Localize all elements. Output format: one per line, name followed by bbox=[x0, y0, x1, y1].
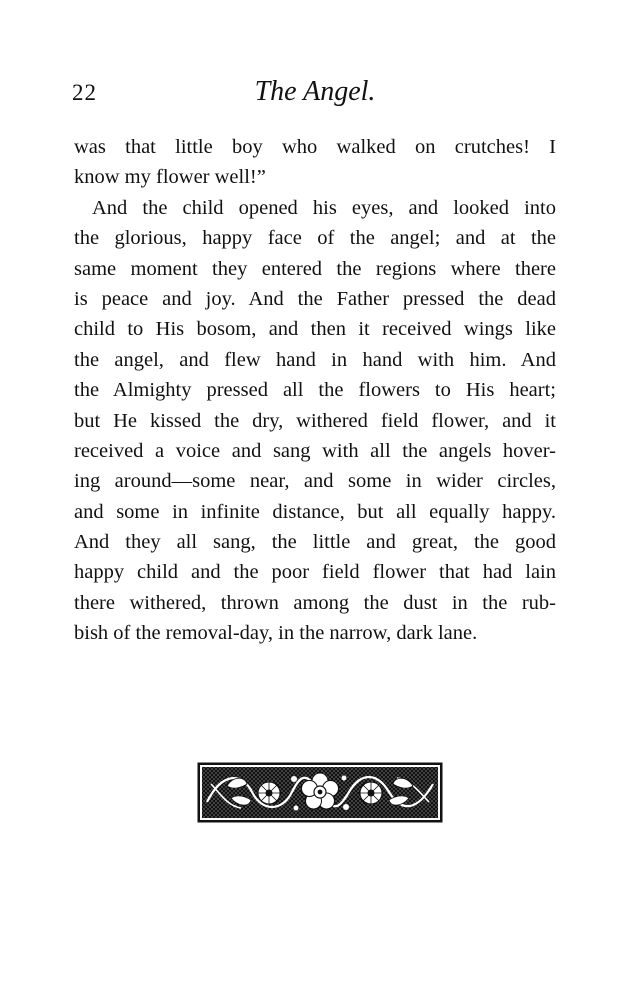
text-line: bish of the removal-day, in the narrow, dark lane. bbox=[74, 622, 478, 645]
text-line: And the child opened his eyes, and looked into bbox=[92, 196, 556, 219]
text-line: but He kissed the dry, withered field flower, and it bbox=[74, 409, 556, 432]
text-line: And they all sang, the little and great, the good bbox=[74, 531, 556, 554]
text-line: know my flower well!” bbox=[74, 166, 266, 189]
text-line: same moment they entered the regions where there bbox=[74, 257, 556, 280]
text-line: was that little boy who walked on crutches! I bbox=[74, 136, 556, 158]
text-line: there withered, thrown among the dust in the rub- bbox=[74, 591, 556, 614]
text-line: received a voice and sang with all the angels hover- bbox=[74, 439, 556, 462]
text-line: ing around—some near, and some in wider circles, bbox=[74, 470, 556, 493]
running-title: The Angel. bbox=[254, 76, 376, 107]
text-line: and some in infinite distance, but all equally happy. bbox=[74, 500, 556, 523]
text-line: the angel, and flew hand in hand with him. And bbox=[74, 348, 556, 371]
page-number: 22 bbox=[72, 80, 97, 105]
text-line: happy child and the poor field flower that had lain bbox=[74, 561, 556, 584]
text-line: the Almighty pressed all the flowers to His heart; bbox=[74, 379, 556, 402]
running-head bbox=[72, 76, 558, 110]
floral-tailpiece-icon bbox=[197, 762, 443, 823]
text-line: child to His bosom, and then it received wings like bbox=[74, 318, 556, 341]
text-line: is peace and joy. And the Father pressed the dead bbox=[74, 287, 556, 310]
body-text bbox=[74, 132, 556, 649]
text-line: the glorious, happy face of the angel; and at the bbox=[74, 227, 556, 250]
